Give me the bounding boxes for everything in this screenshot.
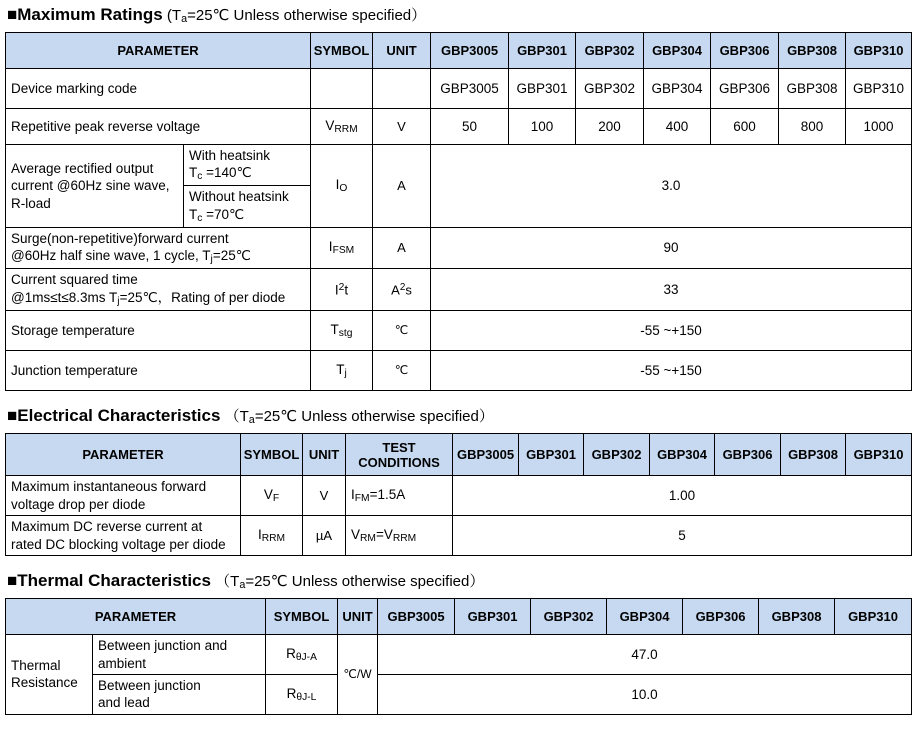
max-ratings-title-condition: ($T_a=25℃$ Unless otherwise specified） [162, 7, 427, 26]
value-cell: GBP306 [711, 69, 779, 109]
value-cell-span: 3.0 [431, 145, 912, 227]
thermal-table [5, 598, 912, 715]
value-cell: GBP310 [846, 69, 912, 109]
value-cell: 600 [711, 109, 779, 145]
value-cell: GBP308 [779, 69, 846, 109]
electrical-title-bold: ■Electrical Characteristics [7, 405, 221, 425]
param-cell: Maximum DC reverse current at rated DC blocking voltage per diode [6, 516, 241, 556]
symbol-cell: $I_O$ [311, 145, 373, 227]
value-cell: GBP304 [644, 69, 711, 109]
device-marking-row [6, 69, 912, 109]
value-cell-span: 90 [431, 227, 912, 268]
value-cell: 1000 [846, 109, 912, 145]
col-header-gbp310: GBP310 [835, 599, 912, 635]
param-cell: Between junction and lead [93, 675, 266, 715]
symbol-cell: $V_F$ [241, 476, 303, 516]
unit-cell: ℃ [373, 350, 431, 390]
col-header-gbp308: GBP308 [779, 33, 846, 69]
col-header-gbp302: GBP302 [576, 33, 644, 69]
value-cell-span: 47.0 [378, 635, 912, 675]
col-header-gbp308: GBP308 [781, 434, 846, 476]
col-header-gbp306: GBP306 [711, 33, 779, 69]
unit-cell: µA [303, 516, 346, 556]
max-ratings-title-bold: ■Maximum Ratings [7, 5, 163, 24]
thermal-header-row [6, 599, 912, 635]
unit-cell: $A^2s$ [373, 268, 431, 310]
col-header-gbp306: GBP306 [683, 599, 759, 635]
unit-cell: V [303, 476, 346, 516]
value-cell-span: 1.00 [453, 476, 912, 516]
test-conditions-header-cell: TEST CONDITIONS [346, 434, 453, 476]
col-header-gbp3005: GBP3005 [431, 33, 509, 69]
unit-cell: A [373, 227, 431, 268]
symbol-cell: $R_{\theta J-A}$ [266, 635, 338, 675]
value-cell-span: 33 [431, 268, 912, 310]
tj-row [6, 350, 912, 390]
unit-cell-empty [373, 69, 431, 109]
parameter-header-cell: PARAMETER [6, 434, 241, 476]
value-cell: 200 [576, 109, 644, 145]
vrrm-row [6, 109, 912, 145]
thermal-title-bold: ■Thermal Characteristics [7, 571, 211, 591]
value-cell: GBP301 [509, 69, 576, 109]
io-row-with-heatsink [6, 145, 912, 186]
col-header-gbp301: GBP301 [519, 434, 584, 476]
test-conditions-cell: $V_{RM}=V_{RRM}$ [346, 516, 453, 556]
heatsink-condition-cell: With heatsink $T_c$ =140℃ [184, 145, 311, 186]
col-header-gbp3005: GBP3005 [378, 599, 455, 635]
col-header-gbp302: GBP302 [584, 434, 650, 476]
symbol-cell: $I_{FSM}$ [311, 227, 373, 268]
unit-header-cell: UNIT [303, 434, 346, 476]
unit-cell: ℃ [373, 310, 431, 350]
symbol-header-cell: SYMBOL [266, 599, 338, 635]
symbol-header-cell: SYMBOL [311, 33, 373, 69]
value-cell: 100 [509, 109, 576, 145]
col-header-gbp302: GBP302 [531, 599, 607, 635]
symbol-cell: $V_{RRM}$ [311, 109, 373, 145]
param-cell: Maximum instantaneous forward voltage drop per diode [6, 476, 241, 516]
parameter-header-cell: PARAMETER [6, 33, 311, 69]
electrical-header-row [6, 434, 912, 476]
param-cell: Average rectified output current @60Hz sine wave, R-load [6, 145, 184, 227]
col-header-gbp301: GBP301 [509, 33, 576, 69]
param-cell: Device marking code [6, 69, 311, 109]
col-header-gbp301: GBP301 [455, 599, 531, 635]
irrm-row [6, 516, 912, 556]
symbol-header-cell: SYMBOL [241, 434, 303, 476]
value-cell-span: -55 ~+150 [431, 310, 912, 350]
heatsink-condition-cell: Without heatsink $T_c$ =70℃ [184, 186, 311, 227]
param-cell: Current squared time @1ms≤t≤8.3ms $T_j=25℃$，Rating of per diode [6, 268, 311, 310]
value-cell: GBP302 [576, 69, 644, 109]
param-cell: Storage temperature [6, 310, 311, 350]
thermal-title [7, 570, 913, 591]
unit-header-cell: UNIT [338, 599, 378, 635]
symbol-cell: $T_j$ [311, 350, 373, 390]
col-header-gbp310: GBP310 [846, 434, 912, 476]
param-cell: Repetitive peak reverse voltage [6, 109, 311, 145]
electrical-table [5, 433, 912, 556]
electrical-title-condition: （$T_a=25℃$ Unless otherwise specified） [220, 407, 494, 427]
unit-cell: V [373, 109, 431, 145]
tstg-row [6, 310, 912, 350]
param-cell: Between junction and ambient [93, 635, 266, 675]
vf-row [6, 476, 912, 516]
col-header-gbp304: GBP304 [650, 434, 715, 476]
thermal-title-condition: （$T_a=25℃$ Unless otherwise specified） [210, 573, 485, 592]
value-cell-span: -55 ~+150 [431, 350, 912, 390]
symbol-cell: $R_{\theta J-L}$ [266, 675, 338, 715]
ifsm-row [6, 227, 912, 268]
symbol-cell-empty [311, 69, 373, 109]
col-header-gbp304: GBP304 [607, 599, 683, 635]
col-header-gbp306: GBP306 [715, 434, 781, 476]
test-conditions-cell: $I_{FM}=1.5A$ [346, 476, 453, 516]
value-cell: GBP3005 [431, 69, 509, 109]
max-ratings-table [5, 32, 912, 391]
col-header-gbp310: GBP310 [846, 33, 912, 69]
max-ratings-header-row [6, 33, 912, 69]
value-cell-span: 5 [453, 516, 912, 556]
unit-cell: ℃/W [338, 635, 378, 715]
col-header-gbp304: GBP304 [644, 33, 711, 69]
rth-ja-row [6, 635, 912, 675]
col-header-gbp3005: GBP3005 [453, 434, 519, 476]
parameter-header-cell: PARAMETER [6, 599, 266, 635]
i2t-row [6, 268, 912, 310]
param-cell: Surge(non-repetitive)forward current @60Hz half sine wave, 1 cycle, $T_j=25℃$ [6, 227, 311, 268]
value-cell: 800 [779, 109, 846, 145]
param-cell: Junction temperature [6, 350, 311, 390]
unit-header-cell: UNIT [373, 33, 431, 69]
value-cell-span: 10.0 [378, 675, 912, 715]
symbol-cell: $I_{RRM}$ [241, 516, 303, 556]
symbol-cell: $I^2t$ [311, 268, 373, 310]
rth-jl-row [6, 675, 912, 715]
col-header-gbp308: GBP308 [759, 599, 835, 635]
unit-cell: A [373, 145, 431, 227]
symbol-cell: $T_{stg}$ [311, 310, 373, 350]
thermal-resistance-group-cell: Thermal Resistance [6, 635, 93, 715]
max-ratings-title [7, 4, 913, 25]
electrical-title [7, 405, 913, 426]
value-cell: 400 [644, 109, 711, 145]
value-cell: 50 [431, 109, 509, 145]
